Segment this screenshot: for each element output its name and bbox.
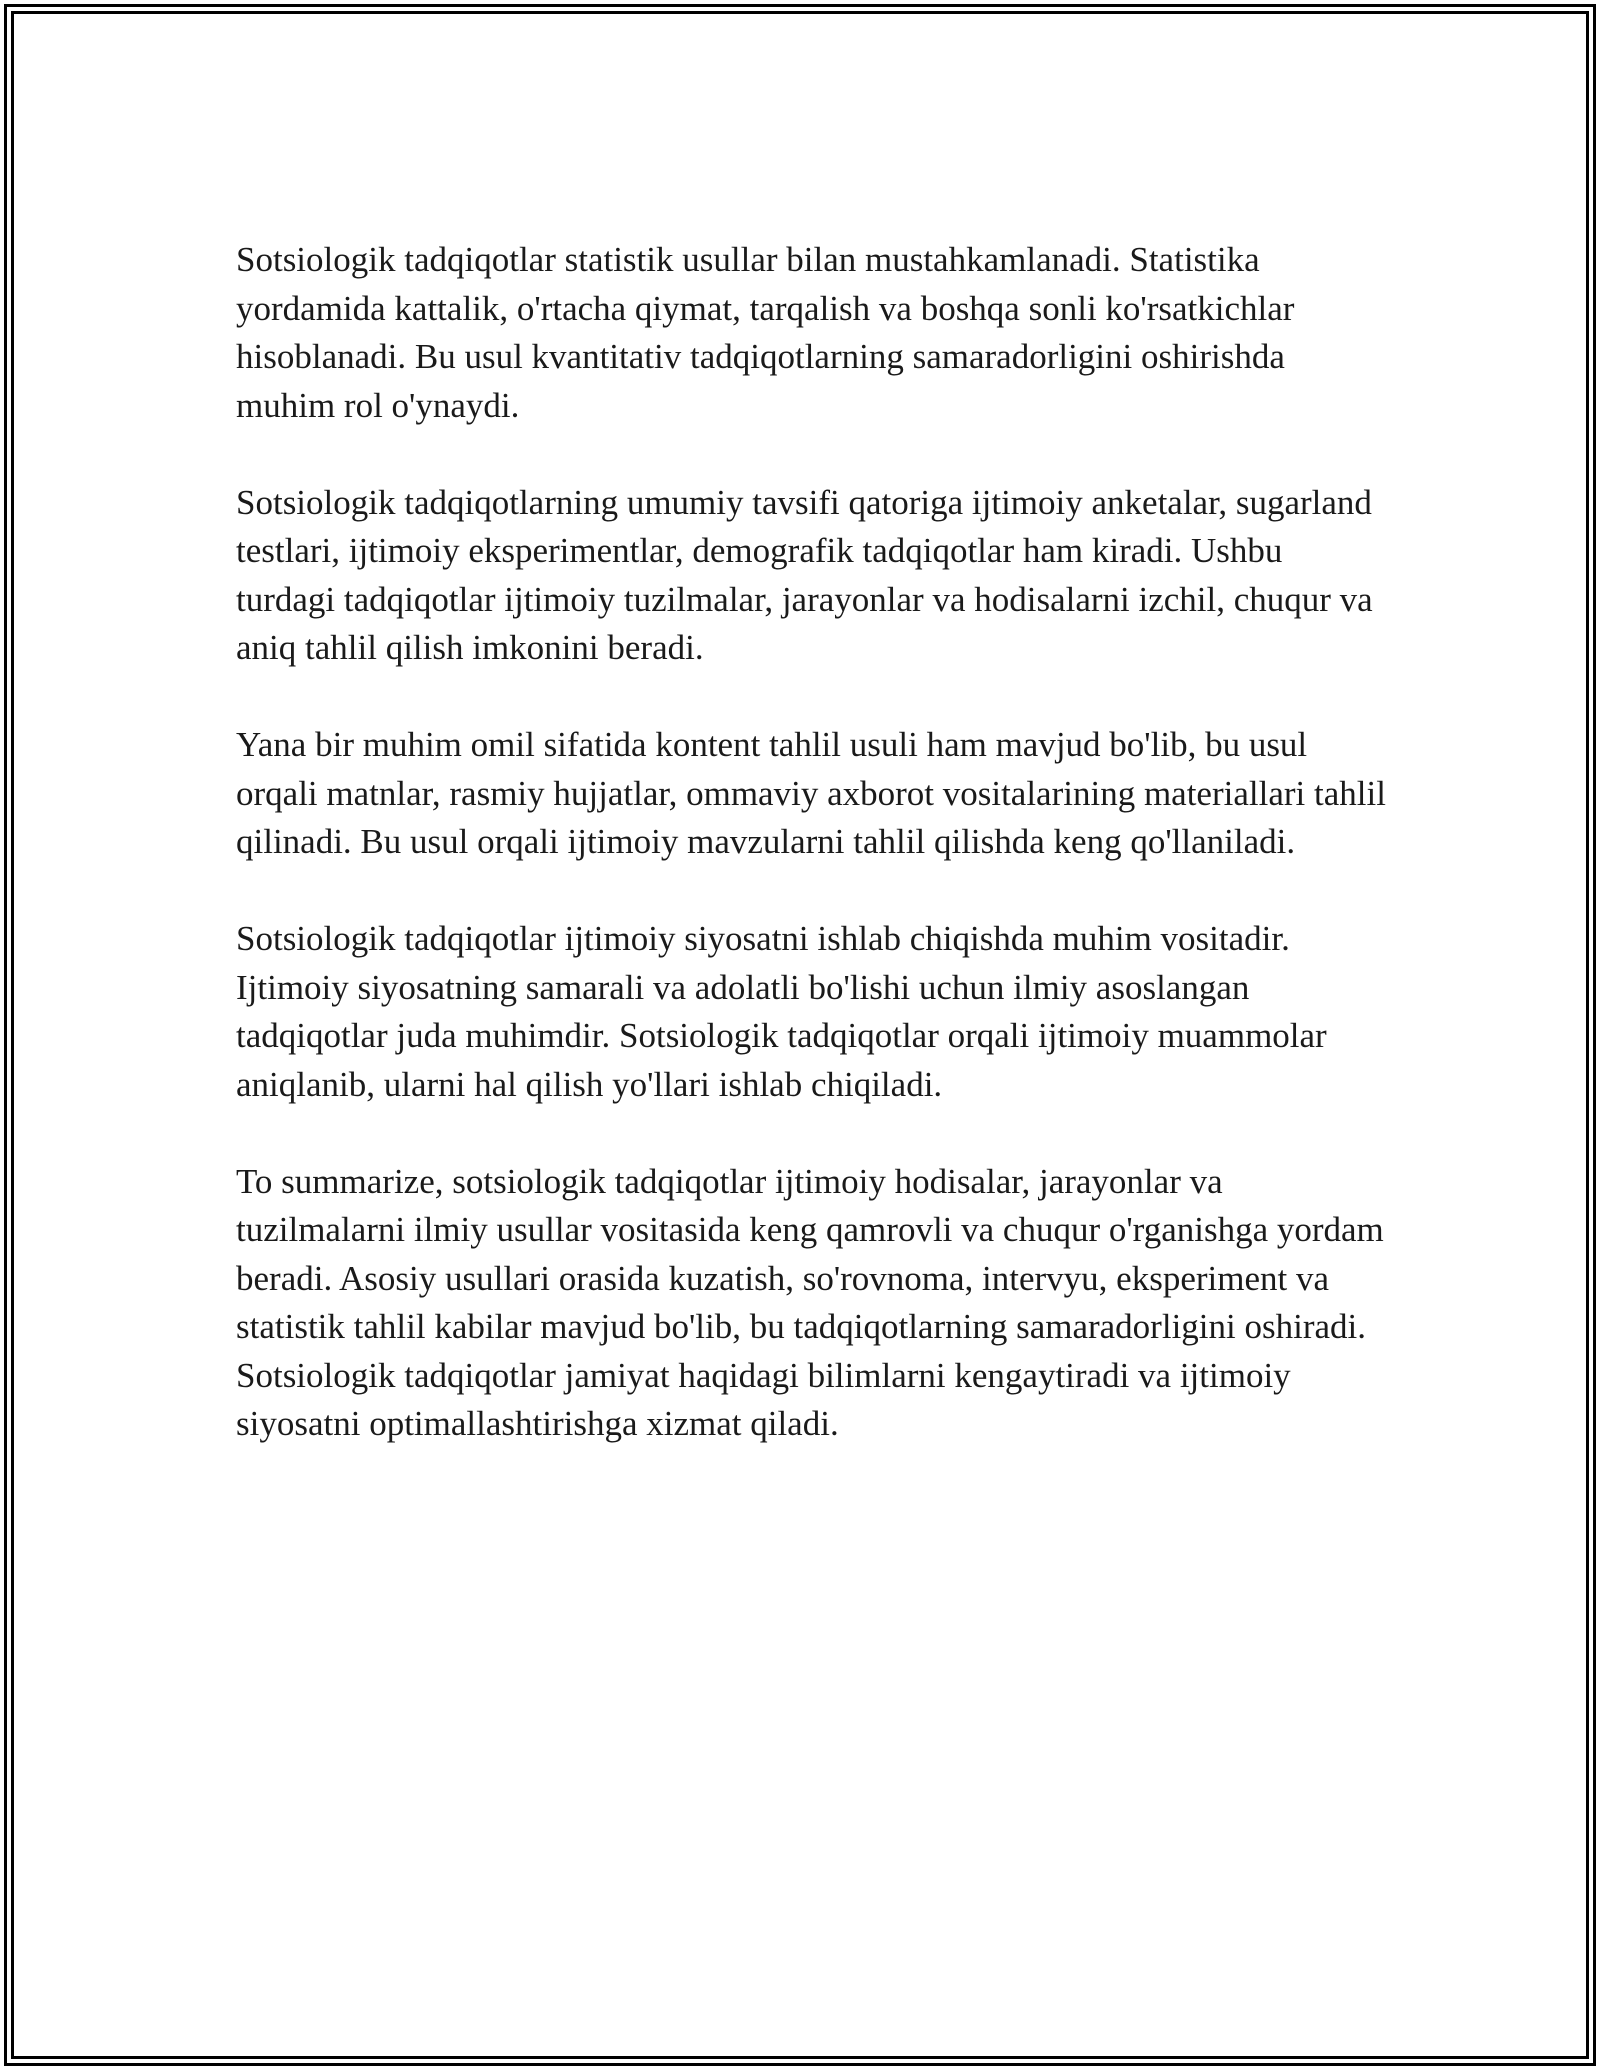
document-body — [236, 236, 1386, 1497]
paragraph-2: Sotsiologik tadqiqotlarning umumiy tavsifi qatoriga ijtimoiy anketalar, sugarland testlari, ijtimoiy eksperimentlar, demografik tadqiqotlar ham kiradi. Ushbu turdagi tadqiqotlar ijtimoiy tuzilmalar, jarayonlar va hodisalarni izchil, chuqur va aniq tahlil qilish imkonini beradi. — [236, 482, 1373, 667]
paragraph-5: To summarize, sotsiologik tadqiqotlar ijtimoiy hodisalar, jarayonlar va tuzilmalarni ilmiy usullar vositasida keng qamrovli va chuqur o'rganishga yordam beradi. Asosiy usullari orasida kuzatish, so'rovnoma, intervyu, eksperiment va statistik tahlil kabilar mavjud bo'lib, bu tadqiqotlarning samaradorligini oshiradi. Sotsiologik tadqiqotlar jamiyat haqidagi bilimlarni kengaytiradi va ijtimoiy siyosatni optimallashtirishga xizmat qiladi. — [236, 1161, 1384, 1443]
paragraph-3: Yana bir muhim omil sifatida kontent tahlil usuli ham mavjud bo'lib, bu usul orqali matnlar, rasmiy hujjatlar, ommaviy axborot vositalarining materiallari tahlil qilinadi. Bu usul orqali ijtimoiy mavzularni tahlil qilishda keng qo'llaniladi. — [236, 725, 1386, 861]
paragraph-4: Sotsiologik tadqiqotlar ijtimoiy siyosatni ishlab chiqishda muhim vositadir. Ijtimoiy siyosatning samarali va adolatli bo'lishi uchun ilmiy asoslangan tadqiqotlar juda muhimdir. Sotsiologik tadqiqotlar orqali ijtimoiy muammolar aniqlanib, ularni hal qilish yo'llari ishlab chiqiladi. — [236, 919, 1327, 1104]
paragraph-1: Sotsiologik tadqiqotlar statistik usullar bilan mustahkamlanadi. Statistika yordamida kattalik, o'rtacha qiymat, tarqalish va boshqa sonli ko'rsatkichlar hisoblanadi. Bu usul kvantitativ tadqiqotlarning samaradorligini oshirishda muhim rol o'ynaydi. — [236, 240, 1295, 425]
